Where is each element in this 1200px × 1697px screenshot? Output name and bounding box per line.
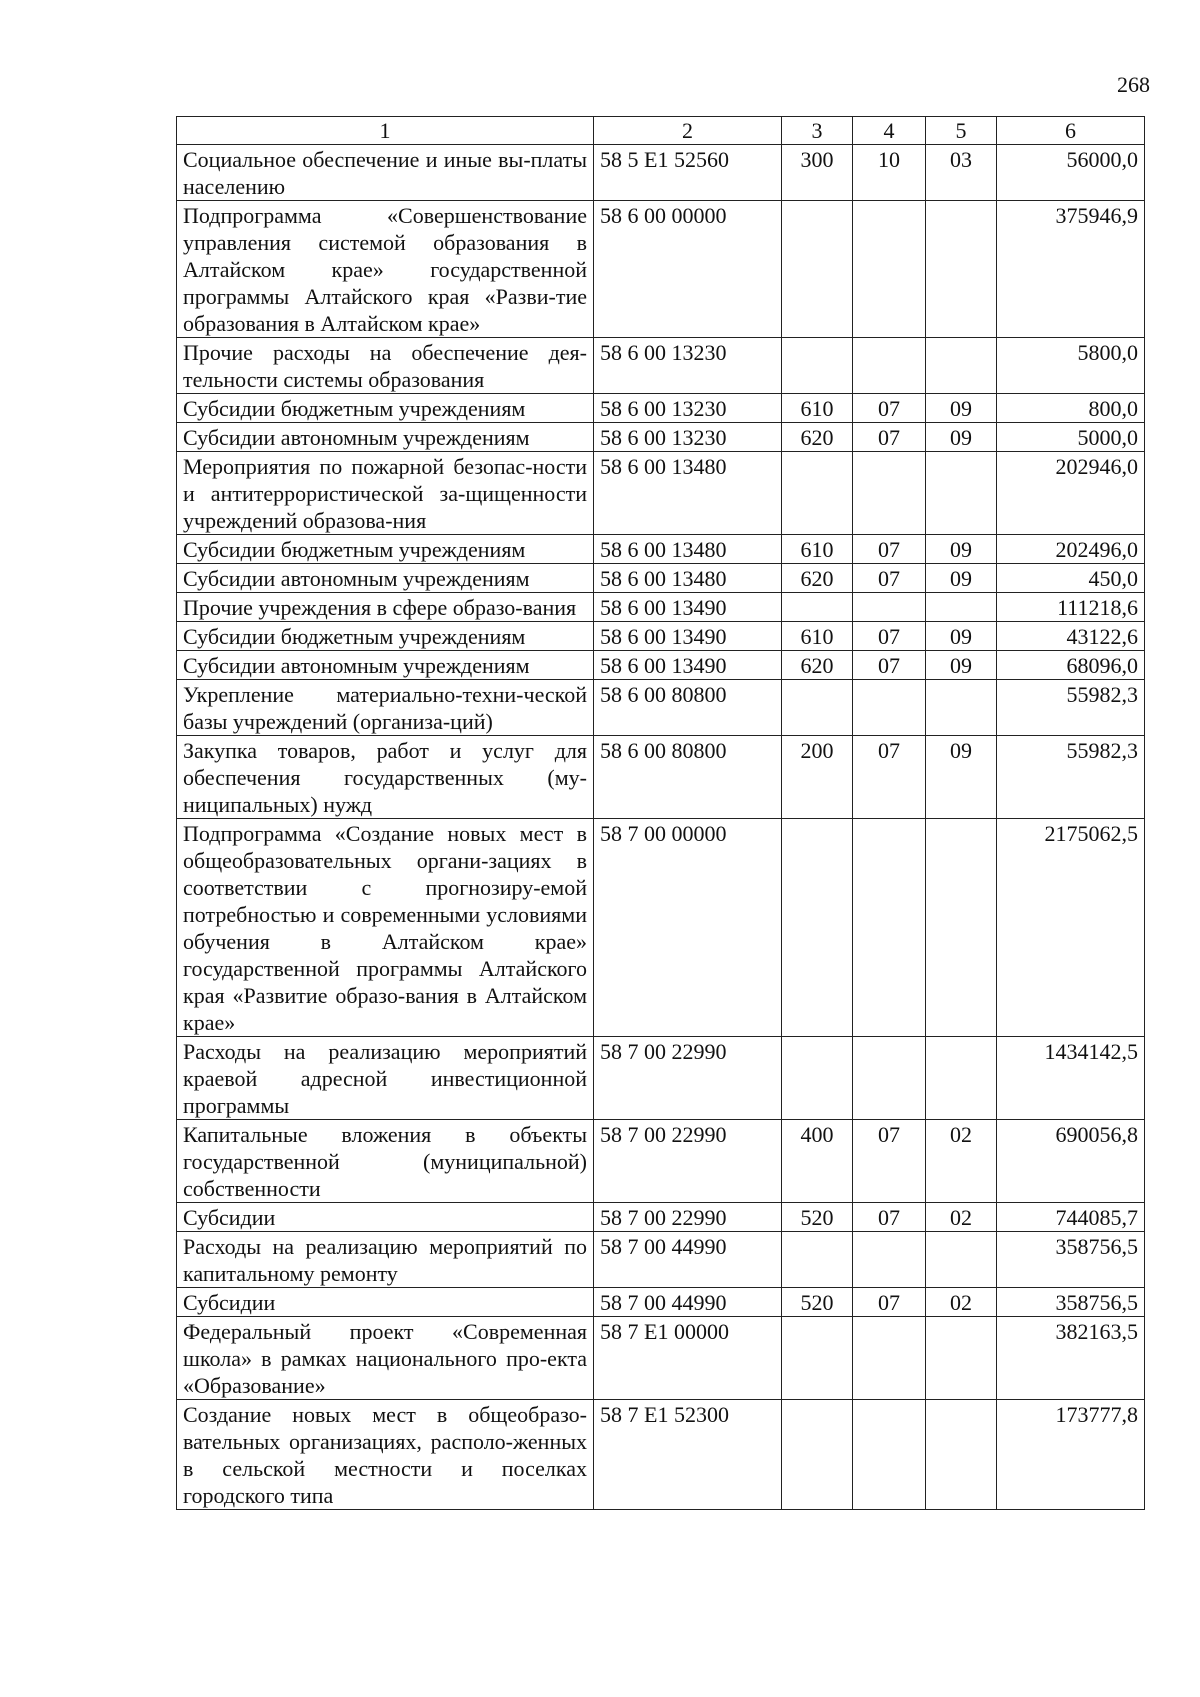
subsection-cell: 09 — [926, 622, 997, 651]
expense-type-cell: 610 — [782, 394, 853, 423]
section-cell: 07 — [853, 622, 926, 651]
subsection-cell: 09 — [926, 535, 997, 564]
amount-cell: 55982,3 — [997, 736, 1145, 819]
amount-cell: 173777,8 — [997, 1400, 1145, 1510]
section-cell: 07 — [853, 535, 926, 564]
expense-type-cell — [782, 593, 853, 622]
amount-cell: 43122,6 — [997, 622, 1145, 651]
item-name-cell: Закупка товаров, работ и услуг для обеспечения государственных (му-ниципальных) нужд — [177, 736, 594, 819]
subsection-cell — [926, 452, 997, 535]
expense-type-cell — [782, 1232, 853, 1288]
table-row — [177, 819, 1145, 1037]
table-row — [177, 423, 1145, 452]
subsection-cell: 03 — [926, 145, 997, 201]
target-code-cell: 58 7 00 00000 — [594, 819, 782, 1037]
subsection-cell: 02 — [926, 1203, 997, 1232]
header-row — [177, 117, 1145, 145]
table-row — [177, 145, 1145, 201]
budget-table — [176, 116, 1145, 1510]
item-name-cell: Укрепление материально-техни-ческой базы учреждений (организа-ций) — [177, 680, 594, 736]
table-row — [177, 622, 1145, 651]
expense-type-cell: 300 — [782, 145, 853, 201]
table-row — [177, 1317, 1145, 1400]
expense-type-cell: 520 — [782, 1203, 853, 1232]
target-code-cell: 58 7 00 22990 — [594, 1203, 782, 1232]
header-col-6: 6 — [997, 117, 1145, 145]
page-number: 268 — [1117, 72, 1150, 97]
subsection-cell: 02 — [926, 1288, 997, 1317]
expense-type-cell — [782, 1400, 853, 1510]
subsection-cell — [926, 680, 997, 736]
target-code-cell: 58 6 00 13490 — [594, 593, 782, 622]
table-row — [177, 1120, 1145, 1203]
item-name-cell: Субсидии бюджетным учреждениям — [177, 394, 594, 423]
header-col-2: 2 — [594, 117, 782, 145]
section-cell — [853, 593, 926, 622]
item-name-cell: Расходы на реализацию мероприятий краевой адресной инвестиционной программы — [177, 1037, 594, 1120]
target-code-cell: 58 6 00 13490 — [594, 622, 782, 651]
amount-cell: 68096,0 — [997, 651, 1145, 680]
subsection-cell: 09 — [926, 736, 997, 819]
amount-cell: 382163,5 — [997, 1317, 1145, 1400]
section-cell: 07 — [853, 1203, 926, 1232]
table-header — [177, 117, 1145, 145]
item-name-cell: Субсидии бюджетным учреждениям — [177, 622, 594, 651]
table-row — [177, 201, 1145, 338]
table-row — [177, 1288, 1145, 1317]
expense-type-cell — [782, 201, 853, 338]
target-code-cell: 58 7 00 44990 — [594, 1288, 782, 1317]
item-name-cell: Капитальные вложения в объекты государственной (муниципальной) собственности — [177, 1120, 594, 1203]
expense-type-cell: 200 — [782, 736, 853, 819]
target-code-cell: 58 7 00 44990 — [594, 1232, 782, 1288]
amount-cell: 56000,0 — [997, 145, 1145, 201]
subsection-cell — [926, 1232, 997, 1288]
section-cell — [853, 680, 926, 736]
subsection-cell: 09 — [926, 394, 997, 423]
section-cell: 07 — [853, 1288, 926, 1317]
amount-cell: 111218,6 — [997, 593, 1145, 622]
item-name-cell: Федеральный проект «Современная школа» в рамках национального про-екта «Образование» — [177, 1317, 594, 1400]
table-row — [177, 651, 1145, 680]
expense-type-cell: 620 — [782, 423, 853, 452]
subsection-cell — [926, 819, 997, 1037]
amount-cell: 690056,8 — [997, 1120, 1145, 1203]
item-name-cell: Субсидии автономным учреждениям — [177, 564, 594, 593]
table-row — [177, 593, 1145, 622]
subsection-cell — [926, 338, 997, 394]
section-cell — [853, 1317, 926, 1400]
amount-cell: 1434142,5 — [997, 1037, 1145, 1120]
section-cell: 07 — [853, 423, 926, 452]
subsection-cell — [926, 1037, 997, 1120]
amount-cell: 5000,0 — [997, 423, 1145, 452]
section-cell — [853, 1037, 926, 1120]
item-name-cell: Прочие расходы на обеспечение дея-тельности системы образования — [177, 338, 594, 394]
item-name-cell: Подпрограмма «Создание новых мест в общеобразовательных органи-зациях в соответствии с прогнозиру-емой потребностью и современными условиями обучения в Алтайском крае» государственной программы Алтайского края «Развитие образо-вания в Алтайском крае» — [177, 819, 594, 1037]
target-code-cell: 58 6 00 13480 — [594, 564, 782, 593]
item-name-cell: Расходы на реализацию мероприятий по капитальному ремонту — [177, 1232, 594, 1288]
section-cell — [853, 1232, 926, 1288]
expense-type-cell — [782, 1037, 853, 1120]
target-code-cell: 58 6 00 13480 — [594, 535, 782, 564]
target-code-cell: 58 6 00 13490 — [594, 651, 782, 680]
target-code-cell: 58 7 E1 52300 — [594, 1400, 782, 1510]
table-row — [177, 680, 1145, 736]
expense-type-cell: 610 — [782, 535, 853, 564]
table-row — [177, 452, 1145, 535]
subsection-cell: 09 — [926, 423, 997, 452]
expense-type-cell: 610 — [782, 622, 853, 651]
section-cell — [853, 819, 926, 1037]
target-code-cell: 58 6 00 80800 — [594, 680, 782, 736]
table-row — [177, 338, 1145, 394]
target-code-cell: 58 6 00 13230 — [594, 394, 782, 423]
item-name-cell: Субсидии — [177, 1288, 594, 1317]
table-row — [177, 736, 1145, 819]
section-cell — [853, 338, 926, 394]
target-code-cell: 58 7 00 22990 — [594, 1120, 782, 1203]
item-name-cell: Создание новых мест в общеобразо-вательных организациях, располо-женных в сельской местности и поселках городского типа — [177, 1400, 594, 1510]
subsection-cell — [926, 201, 997, 338]
target-code-cell: 58 7 E1 00000 — [594, 1317, 782, 1400]
section-cell: 07 — [853, 1120, 926, 1203]
table-row — [177, 394, 1145, 423]
amount-cell: 450,0 — [997, 564, 1145, 593]
target-code-cell: 58 6 00 00000 — [594, 201, 782, 338]
subsection-cell: 02 — [926, 1120, 997, 1203]
table-row — [177, 1203, 1145, 1232]
section-cell — [853, 452, 926, 535]
expense-type-cell: 520 — [782, 1288, 853, 1317]
expense-type-cell — [782, 680, 853, 736]
subsection-cell: 09 — [926, 651, 997, 680]
table-row — [177, 564, 1145, 593]
item-name-cell: Мероприятия по пожарной безопас-ности и антитеррористической за-щищенности учреждений образова-ния — [177, 452, 594, 535]
expense-type-cell — [782, 452, 853, 535]
amount-cell: 744085,7 — [997, 1203, 1145, 1232]
section-cell: 07 — [853, 564, 926, 593]
item-name-cell: Субсидии автономным учреждениям — [177, 423, 594, 452]
target-code-cell: 58 6 00 13230 — [594, 338, 782, 394]
item-name-cell: Прочие учреждения в сфере образо-вания — [177, 593, 594, 622]
header-col-1: 1 — [177, 117, 594, 145]
amount-cell: 800,0 — [997, 394, 1145, 423]
table-row — [177, 535, 1145, 564]
target-code-cell: 58 6 00 80800 — [594, 736, 782, 819]
item-name-cell: Подпрограмма «Совершенствование управления системой образования в Алтайском крае» государственной программы Алтайского края «Разви-тие образования в Алтайском крае» — [177, 201, 594, 338]
amount-cell: 202496,0 — [997, 535, 1145, 564]
table-row — [177, 1037, 1145, 1120]
amount-cell: 358756,5 — [997, 1232, 1145, 1288]
item-name-cell: Субсидии бюджетным учреждениям — [177, 535, 594, 564]
expense-type-cell — [782, 1317, 853, 1400]
amount-cell: 2175062,5 — [997, 819, 1145, 1037]
target-code-cell: 58 7 00 22990 — [594, 1037, 782, 1120]
expense-type-cell — [782, 819, 853, 1037]
section-cell: 07 — [853, 736, 926, 819]
item-name-cell: Субсидии автономным учреждениям — [177, 651, 594, 680]
expense-type-cell: 620 — [782, 564, 853, 593]
target-code-cell: 58 6 00 13230 — [594, 423, 782, 452]
amount-cell: 55982,3 — [997, 680, 1145, 736]
table-row — [177, 1232, 1145, 1288]
header-col-4: 4 — [853, 117, 926, 145]
table-body — [177, 145, 1145, 1510]
item-name-cell: Социальное обеспечение и иные вы-платы населению — [177, 145, 594, 201]
amount-cell: 375946,9 — [997, 201, 1145, 338]
amount-cell: 202946,0 — [997, 452, 1145, 535]
subsection-cell: 09 — [926, 564, 997, 593]
header-col-5: 5 — [926, 117, 997, 145]
expense-type-cell: 620 — [782, 651, 853, 680]
expense-type-cell — [782, 338, 853, 394]
expense-type-cell: 400 — [782, 1120, 853, 1203]
amount-cell: 358756,5 — [997, 1288, 1145, 1317]
amount-cell: 5800,0 — [997, 338, 1145, 394]
item-name-cell: Субсидии — [177, 1203, 594, 1232]
section-cell: 07 — [853, 651, 926, 680]
table-row — [177, 1400, 1145, 1510]
subsection-cell — [926, 1400, 997, 1510]
section-cell — [853, 1400, 926, 1510]
subsection-cell — [926, 593, 997, 622]
section-cell: 10 — [853, 145, 926, 201]
section-cell: 07 — [853, 394, 926, 423]
subsection-cell — [926, 1317, 997, 1400]
target-code-cell: 58 5 E1 52560 — [594, 145, 782, 201]
header-col-3: 3 — [782, 117, 853, 145]
target-code-cell: 58 6 00 13480 — [594, 452, 782, 535]
section-cell — [853, 201, 926, 338]
